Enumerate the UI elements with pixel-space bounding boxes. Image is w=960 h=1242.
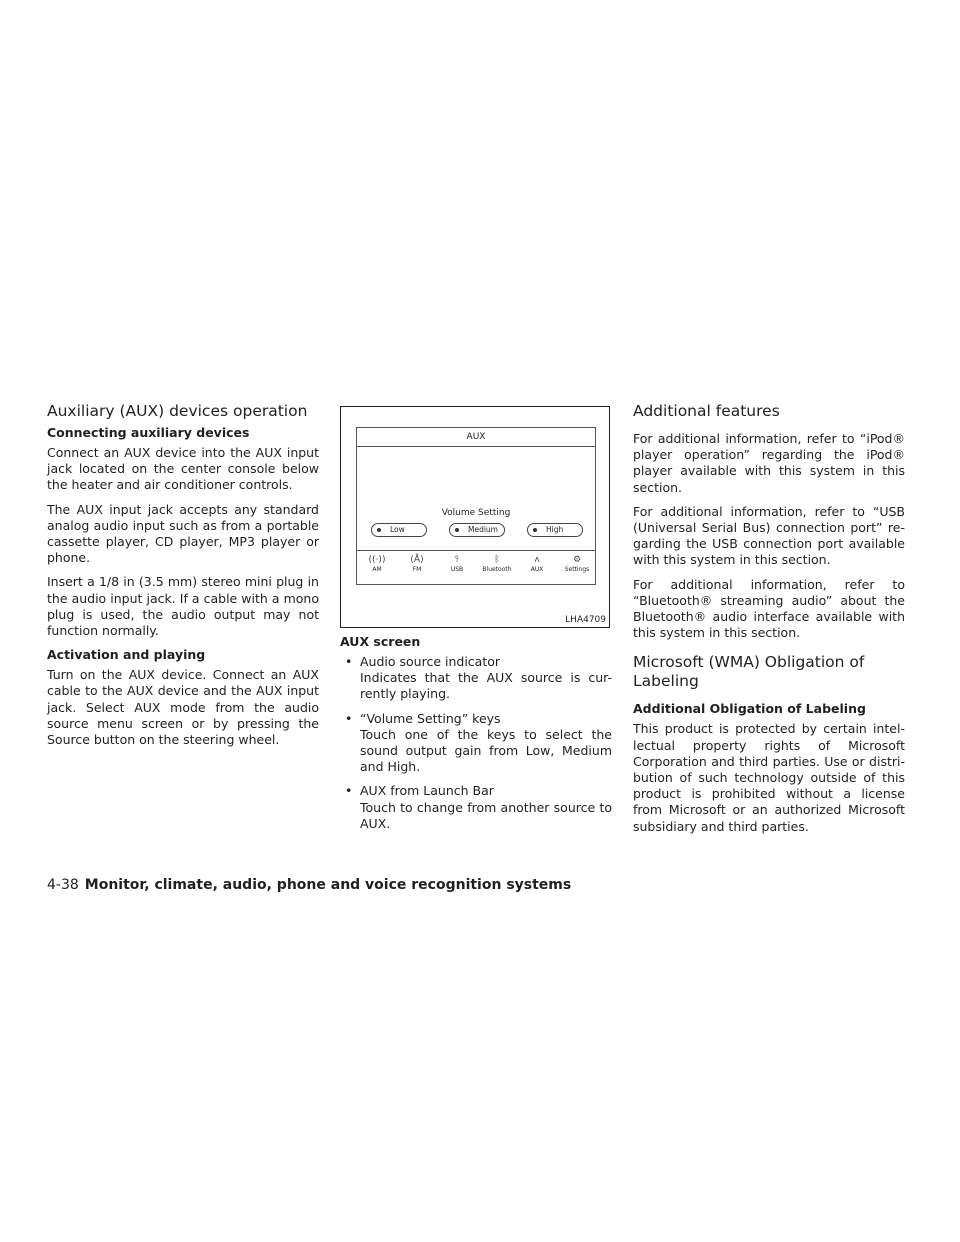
aux-screen-illustration <box>356 427 596 585</box>
volume-keys <box>371 523 583 537</box>
microsoft-heading: Microsoft (WMA) Obligation of Labeling <box>633 653 865 691</box>
ipod-paragraph: For additional information, refer to “iPod® player operation” regarding the iPod® player available with this system in this section. <box>633 431 905 495</box>
antenna-icon: (Å) <box>410 555 424 565</box>
aux-screen-figure <box>340 406 610 628</box>
figure-code: LHA4709 <box>565 615 606 625</box>
bullet-title: “Volume Setting” keys <box>360 710 501 726</box>
aux-heading: Auxiliary (AUX) devices operation <box>47 402 308 420</box>
launch-item-aux <box>517 554 557 573</box>
left-column <box>47 402 319 756</box>
usb-paragraph: For additional information, refer to “USB (Universal Serial Bus) connection port” re- garding the USB connection port available with this system in this section. <box>633 503 905 568</box>
key-indicator-dot <box>533 528 537 532</box>
page-number: 4-38 <box>47 877 79 893</box>
launch-label: AUX <box>530 566 544 573</box>
usb-icon: ⫯ <box>455 555 459 565</box>
key-indicator-dot <box>455 528 459 532</box>
list-item <box>340 783 612 832</box>
list-item <box>340 654 612 703</box>
volume-setting-label: Volume Setting <box>441 508 511 518</box>
key-label: High <box>546 525 564 534</box>
volume-medium-key <box>449 523 505 537</box>
right-column <box>633 402 905 843</box>
additional-features-heading: Additional features <box>633 402 780 420</box>
launch-item-bluetooth <box>477 554 517 573</box>
launch-bar <box>357 554 595 582</box>
bullet-description: Indicates that the AUX source is cur- rently playing. <box>360 670 612 702</box>
bullet-title: Audio source indicator <box>360 654 501 669</box>
obligation-subheading: Additional Obligation of Labeling <box>633 701 866 717</box>
key-label: Low <box>390 525 405 534</box>
launch-item-am <box>357 554 397 573</box>
key-indicator-dot <box>377 528 381 532</box>
launch-label: FM <box>412 566 422 573</box>
launch-label: USB <box>450 566 464 573</box>
middle-column <box>340 406 612 840</box>
screen-title: AUX <box>466 432 486 442</box>
key-label: Medium <box>468 525 498 534</box>
list-item <box>340 711 612 776</box>
bullet-title: AUX from Launch Bar <box>360 783 494 799</box>
launch-item-fm <box>397 554 437 573</box>
mini-plug-paragraph: Insert a 1/8 in (3.5 mm) stereo mini plug in the audio input jack. If a cable with a mono plug is used, the audio output may not function normally. <box>47 574 319 639</box>
screen-divider <box>357 446 595 447</box>
launch-label: AM <box>372 566 382 573</box>
launch-label: Bluetooth <box>482 566 512 573</box>
launch-item-usb <box>437 554 477 573</box>
activation-subheading: Activation and playing <box>47 647 206 663</box>
activation-paragraph: Turn on the AUX device. Connect an AUX cable to the AUX device and the AUX input jack. Select AUX mode from the audio source menu screen or by pressing the Source button on the steering wheel. <box>47 667 319 748</box>
bullet-description: Touch one of the keys to select the sound output gain from Low, Medium and High. <box>360 726 612 775</box>
antenna-icon: ((·)) <box>368 555 386 565</box>
launch-bar-divider <box>357 550 595 551</box>
launch-label: Settings <box>564 566 590 573</box>
launch-item-settings <box>557 554 597 573</box>
bluetooth-paragraph: For additional information, refer to “Bluetooth® streaming audio” about the Bluetooth® audio interface available with this system in this section. <box>633 576 905 641</box>
volume-low-key <box>371 523 427 537</box>
microsoft-paragraph: This product is protected by certain intel- lectual property rights of Microsoft Corporation and third parties. Use or distri- bution of such technology outside of this product is prohibited without a license from Microsoft or an authorized Microsoft subsidiary and third parties. <box>633 721 905 834</box>
aux-screen-bullets <box>340 654 612 832</box>
page-footer <box>47 876 571 894</box>
gear-icon: ⚙ <box>572 555 582 565</box>
aux-screen-caption: AUX screen <box>340 634 421 649</box>
volume-high-key <box>527 523 583 537</box>
input-jack-paragraph: The AUX input jack accepts any standard analog audio input such as from a portable cassette player, CD player, MP3 player or phone. <box>47 501 319 566</box>
bluetooth-icon: ᛒ <box>494 555 500 565</box>
bullet-description: Touch to change from another source to AUX. <box>360 799 612 831</box>
chapter-title: Monitor, climate, audio, phone and voice recognition systems <box>84 877 572 893</box>
aux-plug-icon: ʌ <box>534 555 540 565</box>
connect-paragraph: Connect an AUX device into the AUX input jack located on the center console below the heater and air conditioner controls. <box>47 445 319 493</box>
connecting-subheading: Connecting auxiliary devices <box>47 425 250 440</box>
